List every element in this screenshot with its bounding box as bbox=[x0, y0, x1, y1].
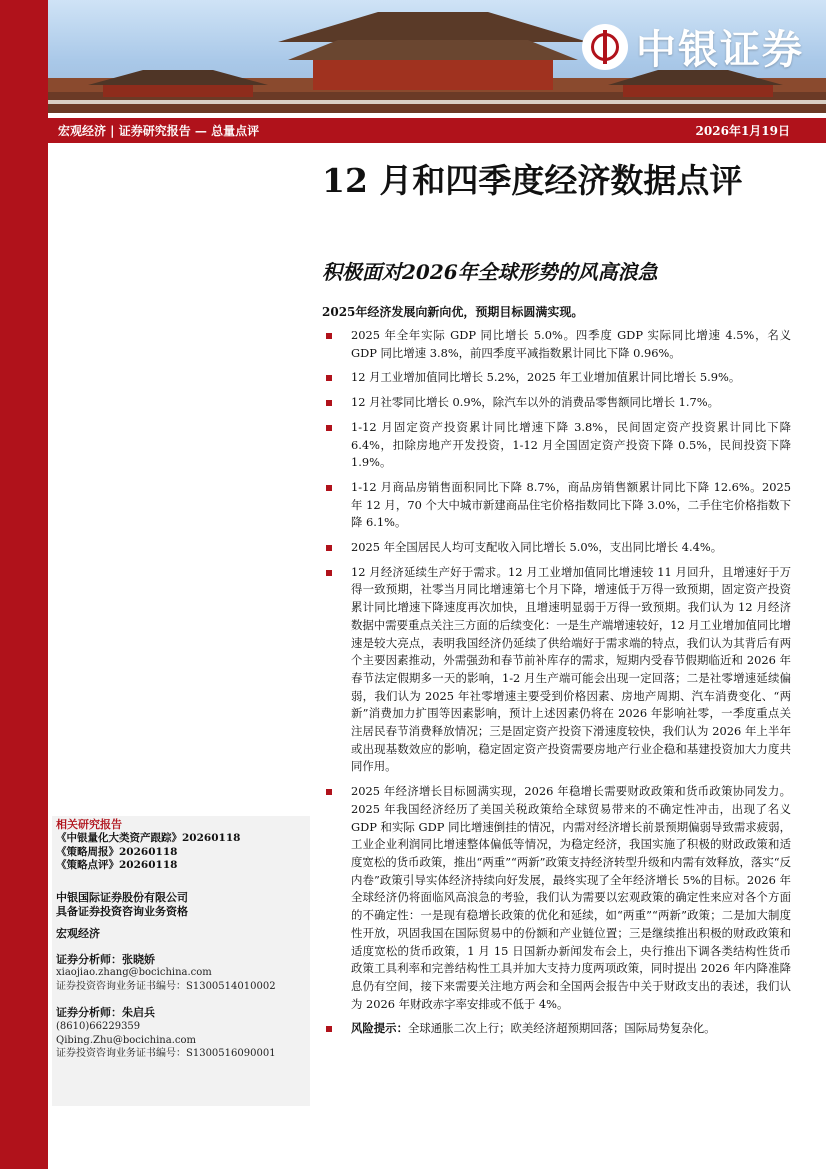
key-point: 2025 年全国居民人均可支配收入同比增长 5.0%，支出同比增长 4.4%。 bbox=[325, 539, 791, 557]
report-date: 2026年1月19日 bbox=[695, 124, 790, 138]
analyst-certificate: 证券投资咨询业务证书编号：S1300514010002 bbox=[56, 981, 276, 993]
bullet-square-icon bbox=[326, 545, 332, 551]
analyst-name: 证券分析师：张晓娇 bbox=[56, 952, 155, 966]
left-accent-bar bbox=[0, 0, 48, 1169]
key-point: 2025 年经济增长目标圆满实现，2026 年稳增长需要财政政策和货币政策协同发力。2025 年我国经济经历了美国关税政策给全球贸易带来的不确定性冲击，出现了名义 GDP 和实际 GDP 同比增速倒挂的情况，内需对经济增长前景预期偏弱导致需求疲弱，工业企业利润同比增速整体偏低等情况，为稳定经济，我国实施了积极的财政政策和适度宽松的货币政策，推出“两重”“两新”政策支持经济转型升级和内需有效释放，落实“反内卷”政策引导实体经济持续向好发展，最终实现了全年经济增长 5%的目标。2026 年全球经济仍将面临风高浪急的考验，我们认为需要以宏观政策的确定性来应对各个方面的不确定性：一是现有稳增长政策的优化和延续，如“两重”“两新”政策；二是加大制度性开放，巩固我国在国际贸易中的份额和产业链位置；三是继续推出积极的财政政策和适度宽松的货币政策，1 月 15 日国新办新闻发布会上，央行推出下调各类结构性货币政策工具利率和完善结构性工具并加大支持力度两项政策，同时提出 2026 年内降准降息仍有空间，接下来需要关注地方两会和全国两会报告中关于财政支出的表述，我们认为 2026 年财政赤字率安排或不低于 4%。 bbox=[325, 783, 791, 1013]
company-qualification: 具备证券投资咨询业务资格 bbox=[56, 904, 188, 918]
analyst-email[interactable]: Qibing.Zhu@bocichina.com bbox=[56, 1034, 196, 1046]
header-banner-image bbox=[48, 0, 826, 113]
analyst-email[interactable]: xiaojiao.zhang@bocichina.com bbox=[56, 967, 212, 979]
bullet-square-icon bbox=[326, 570, 332, 576]
key-point: 12 月社零同比增长 0.9%，除汽车以外的消费品零售额同比增长 1.7%。 bbox=[325, 394, 791, 412]
bullet-square-icon bbox=[326, 485, 332, 491]
report-category: 宏观经济 | 证券研究报告 — 总量点评 bbox=[58, 124, 260, 138]
bank-of-china-logo-icon bbox=[582, 24, 628, 70]
key-point: 2025 年全年实际 GDP 同比增长 5.0%。四季度 GDP 实际同比增速 4.5%，名义 GDP 同比增速 3.8%，前四季度平减指数累计同比下降 0.96%。 bbox=[325, 327, 791, 362]
key-point: 1-12 月固定资产投资累计同比增速下降 3.8%，民间固定资产投资累计同比下降 6.4%，扣除房地产开发投资，1-12 月全国固定资产投资下降 0.5%，民间投资下降 1.9%。 bbox=[325, 419, 791, 472]
key-point: 12 月工业增加值同比增长 5.2%，2025 年工业增加值累计同比增长 5.9%。 bbox=[325, 369, 791, 387]
bullet-square-icon bbox=[326, 1026, 332, 1032]
bullet-square-icon bbox=[326, 375, 332, 381]
company-name: 中银国际证券股份有限公司 bbox=[56, 891, 188, 905]
key-point: 1-12 月商品房销售面积同比下降 8.7%，商品房销售额累计同比下降 12.6%。2025 年 12 月，70 个大中城市新建商品住宅价格指数同比下降 3.0%，二手住宅价格指数下降 6.1%。 bbox=[325, 479, 791, 532]
report-title: 12 月和四季度经济数据点评 bbox=[322, 161, 743, 200]
bullet-square-icon bbox=[326, 425, 332, 431]
key-point: 12 月经济延续生产好于需求。12 月工业增加值同比增速较 11 月回升，且增速好于万得一致预期，社零当月同比增速第七个月下降，增速低于万得一致预期，固定资产投资累计同比增速下降速度再次加快，且增速明显弱于万得一致预期。我们认为 12 月经济数据中需要重点关注三方面的后续变化：一是生产端增速较好，12 月工业增加值同比增速是较大亮点，表明我国经济仍延续了供给端好于需求端的特点，我们认为其背后有两个主要因素推动，外需强劲和春节前补库存的需求，短期内受春节假期临近和 2026 年春节法定假期多一天的影响，1-2 月生产端可能会出现一定回落；二是社零增速延续偏弱，我们认为 2025 年社零增速主要受到价格因素、房地产周期、汽车消费变化、“两新”消费加力扩围等因素影响，预计上述因素仍将在 2026 年影响社零，一季度重点关注居民春节消费释放情况；三是固定资产投资下滑速度较快，我们认为 2026 年上半年或出现基数效应的影响，稳定固定资产投资需要房地产行业企稳和基建投资加大力度共同作用。 bbox=[325, 564, 791, 776]
report-header-bar bbox=[48, 118, 826, 143]
bullet-square-icon bbox=[326, 333, 332, 339]
analyst-certificate: 证券投资咨询业务证书编号：S1300516090001 bbox=[56, 1048, 276, 1060]
brand-name: 中银证券 bbox=[636, 27, 804, 73]
key-points-list bbox=[325, 327, 791, 1045]
report-sector: 宏观经济 bbox=[56, 926, 100, 940]
analyst-name: 证券分析师：朱启兵 bbox=[56, 1005, 155, 1019]
report-sidebar bbox=[52, 816, 310, 1106]
risk-warning bbox=[325, 1020, 791, 1038]
brand-logo bbox=[582, 18, 804, 75]
bullet-square-icon bbox=[326, 400, 332, 406]
bullet-square-icon bbox=[326, 789, 332, 795]
risk-text: 全球通胀二次上行；欧美经济超预期回落；国际局势复杂化。 bbox=[407, 1021, 716, 1036]
lead-summary: 2025年经济发展向新向优，预期目标圆满实现。 bbox=[322, 305, 584, 319]
risk-label: 风险提示： bbox=[351, 1021, 408, 1036]
report-subtitle: 积极面对2026年全球形势的风高浪急 bbox=[322, 260, 658, 284]
analyst-phone: (8610)66229359 bbox=[56, 1020, 141, 1032]
related-report-link[interactable]: 《中银量化大类资产跟踪》20260118 bbox=[56, 831, 241, 844]
related-report-link[interactable]: 《策略周报》20260118 bbox=[56, 845, 178, 858]
related-reports-title: 相关研究报告 bbox=[56, 818, 122, 831]
related-report-link[interactable]: 《策略点评》20260118 bbox=[56, 859, 178, 872]
